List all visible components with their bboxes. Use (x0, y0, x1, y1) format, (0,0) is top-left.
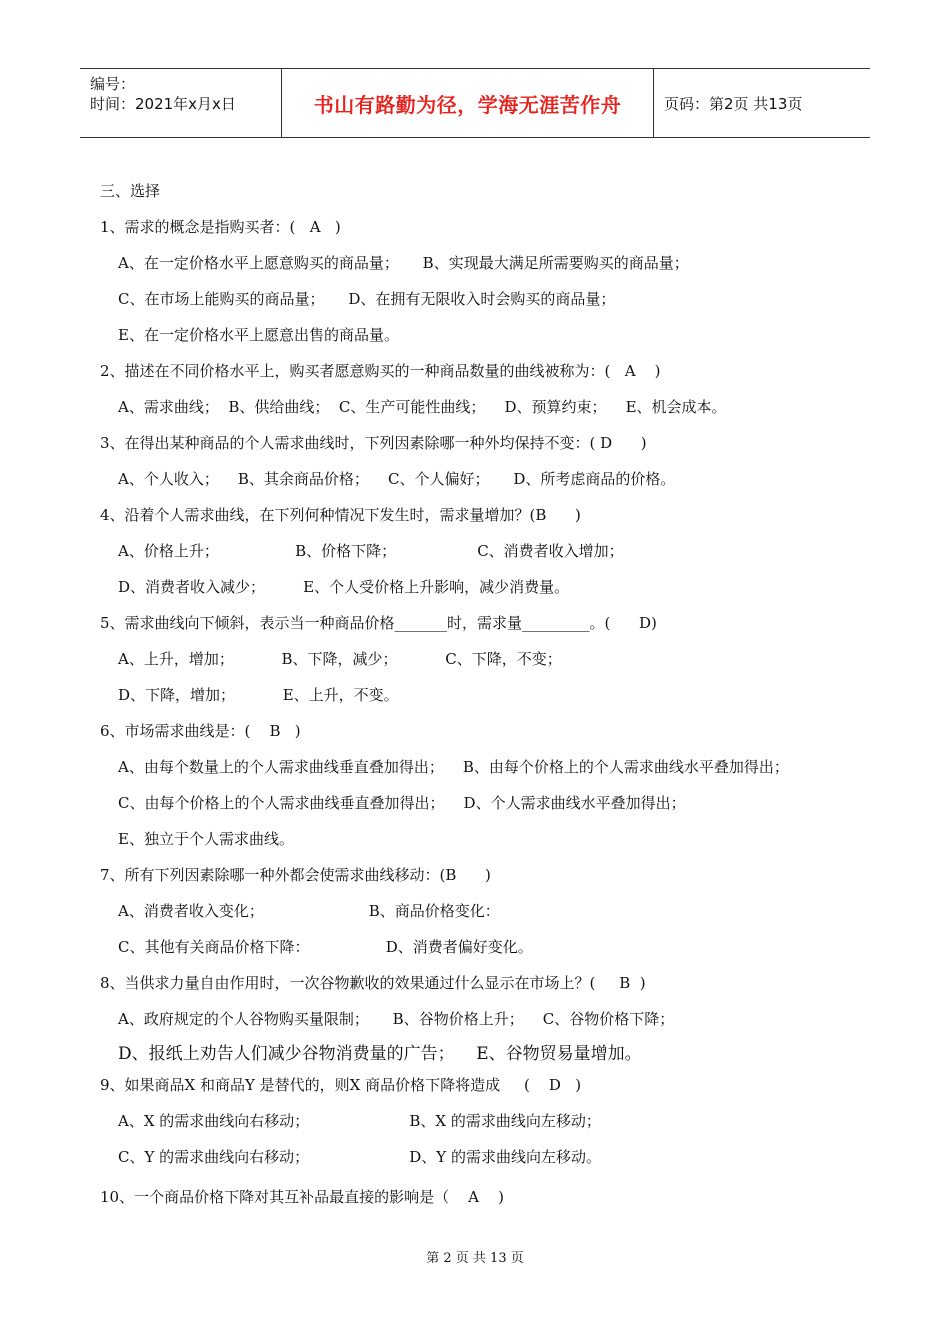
header-motto-cell (282, 69, 654, 137)
question-2: 2、描述在不同价格水平上，购买者愿意购买的一种商品数量的曲线被称为：( A ) (100, 362, 661, 380)
question-9: 9、如果商品X 和商品Y 是替代的，则X 商品价格下降将造成 ( D ) (100, 1076, 582, 1094)
question-7: 7、所有下列因素除哪一种外都会使需求曲线移动：(B ) (100, 866, 491, 884)
question-3: 3、在得出某种商品的个人需求曲线时，下列因素除哪一种外均保持不变：( D ) (100, 434, 647, 452)
option-line: C、在市场上能购买的商品量； D、在拥有无限收入时会购买的商品量； (118, 290, 616, 308)
question-4: 4、沿着个人需求曲线，在下列何种情况下发生时，需求量增加？(B ) (100, 506, 581, 524)
option-line: D、下降，增加； E、上升，不变。 (118, 686, 399, 704)
option-line: A、个人收入； B、其余商品价格； C、个人偏好； D、所考虑商品的价格。 (118, 470, 676, 488)
header-meta-cell (80, 69, 282, 137)
document-header (80, 68, 870, 138)
option-line: D、报纸上劝告人们减少谷物消费量的广告； E、谷物贸易量增加。 (118, 1044, 642, 1064)
question-5: 5、需求曲线向下倾斜，表示当一种商品价格_______时，需求量_________。( D) (100, 614, 657, 632)
option-line: A、X 的需求曲线向右移动； B、X 的需求曲线向左移动； (118, 1112, 601, 1130)
question-8: 8、当供求力量自由作用时，一次谷物歉收的效果通过什么显示在市场上？( B ) (100, 974, 646, 992)
option-line: C、其他有关商品价格下降： D、消费者偏好变化。 (118, 938, 533, 956)
option-line: A、需求曲线； B、供给曲线； C、生产可能性曲线； D、预算约束； E、机会成本。 (118, 398, 727, 416)
option-line: A、价格上升； B、价格下降； C、消费者收入增加； (118, 542, 624, 560)
question-6: 6、市场需求曲线是：( B ) (100, 722, 301, 740)
time-label: 时间：2021年x月x日 (90, 95, 236, 113)
header-page-cell (654, 69, 870, 137)
question-1: 1、需求的概念是指购买者：( A ) (100, 218, 341, 236)
option-line: E、在一定价格水平上愿意出售的商品量。 (118, 326, 399, 344)
page-info: 页码：第2页 共13页 (664, 94, 803, 113)
option-line: C、由每个价格上的个人需求曲线垂直叠加得出； D、个人需求曲线水平叠加得出； (118, 794, 686, 812)
section-title: 三、选择 (100, 182, 161, 200)
option-line: A、在一定价格水平上愿意购买的商品量； B、实现最大满足所需要购买的商品量； (118, 254, 689, 272)
page-footer: 第 2 页 共 13 页 (426, 1251, 524, 1266)
option-line: E、独立于个人需求曲线。 (118, 830, 294, 848)
number-label: 编号： (90, 75, 136, 93)
motto: 书山有路勤为径，学海无涯苦作舟 (313, 92, 622, 117)
question-10: 10、一个商品价格下降对其互补品最直接的影响是（ A ) (100, 1188, 504, 1206)
option-line: A、上升，增加； B、下降，减少； C、下降，不变； (118, 650, 562, 668)
option-line: A、消费者收入变化； B、商品价格变化： (118, 902, 500, 920)
option-line: D、消费者收入减少； E、个人受价格上升影响，减少消费量。 (118, 578, 570, 596)
option-line: A、政府规定的个人谷物购买量限制； B、谷物价格上升； C、谷物价格下降； (118, 1010, 675, 1028)
option-line: A、由每个数量上的个人需求曲线垂直叠加得出； B、由每个价格上的个人需求曲线水平叠加得出； (118, 758, 789, 776)
option-line: C、Y 的需求曲线向右移动； D、Y 的需求曲线向左移动。 (118, 1148, 601, 1166)
